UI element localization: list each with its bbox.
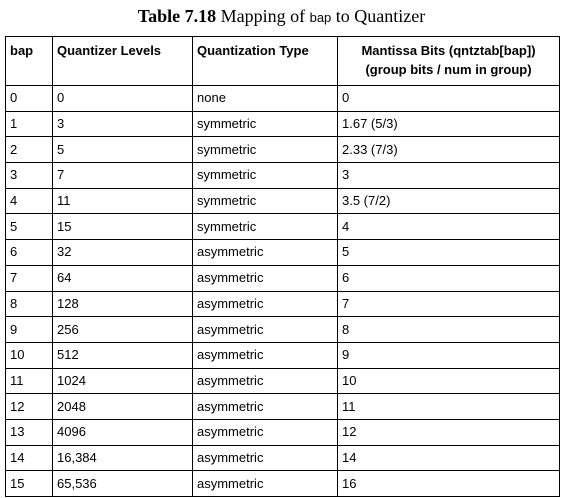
header-quantization-type: Quantization Type (193, 37, 338, 86)
quantizer-levels-cell: 11 (53, 188, 193, 214)
bap-cell: 12 (6, 394, 53, 420)
header-quantizer-levels: Quantizer Levels (53, 37, 193, 86)
quantization-type-cell: asymmetric (193, 342, 338, 368)
table-number: Table 7.18 (137, 6, 217, 26)
table-row (6, 291, 560, 317)
mantissa-bits-cell: 14 (338, 445, 560, 471)
mantissa-bits-cell: 7 (338, 291, 560, 317)
bap-cell: 13 (6, 419, 53, 445)
mantissa-bits-cell: 10 (338, 368, 560, 394)
header-row (6, 37, 560, 86)
quantizer-levels-cell: 7 (53, 163, 193, 189)
quantization-type-cell: asymmetric (193, 240, 338, 266)
bap-cell: 3 (6, 163, 53, 189)
quantizer-levels-cell: 16,384 (53, 445, 193, 471)
bap-cell: 11 (6, 368, 53, 394)
quantization-type-cell: asymmetric (193, 317, 338, 343)
quantizer-levels-cell: 2048 (53, 394, 193, 420)
bap-cell: 15 (6, 471, 53, 497)
table-body (6, 86, 560, 497)
mantissa-bits-cell: 5 (338, 240, 560, 266)
bap-cell: 2 (6, 137, 53, 163)
table-row (6, 445, 560, 471)
table-row (6, 137, 560, 163)
quantization-type-cell: asymmetric (193, 394, 338, 420)
quantizer-levels-cell: 3 (53, 111, 193, 137)
mantissa-bits-cell: 2.33 (7/3) (338, 137, 560, 163)
quantizer-levels-cell: 32 (53, 240, 193, 266)
mantissa-bits-cell: 1.67 (5/3) (338, 111, 560, 137)
mantissa-bits-cell: 8 (338, 317, 560, 343)
quantizer-levels-cell: 0 (53, 86, 193, 112)
quantizer-levels-cell: 65,536 (53, 471, 193, 497)
bap-cell: 6 (6, 240, 53, 266)
table-caption (0, 5, 563, 29)
quantization-type-cell: asymmetric (193, 265, 338, 291)
table-row (6, 188, 560, 214)
table-row (6, 86, 560, 112)
mantissa-bits-cell: 11 (338, 394, 560, 420)
quantizer-levels-cell: 64 (53, 265, 193, 291)
quantization-type-cell: symmetric (193, 137, 338, 163)
quantizer-levels-cell: 128 (53, 291, 193, 317)
mantissa-bits-cell: 4 (338, 214, 560, 240)
quantization-type-cell: symmetric (193, 188, 338, 214)
caption-text-after: to Quantizer (331, 6, 426, 26)
table-row (6, 394, 560, 420)
table-row (6, 214, 560, 240)
quantization-type-cell: asymmetric (193, 368, 338, 394)
header-mantissa-bits-line1: Mantissa Bits (qntztab[bap]) (361, 43, 536, 58)
mantissa-bits-cell: 3 (338, 163, 560, 189)
mantissa-bits-cell: 16 (338, 471, 560, 497)
bap-cell: 7 (6, 265, 53, 291)
table-row (6, 471, 560, 497)
quantizer-levels-cell: 1024 (53, 368, 193, 394)
mantissa-bits-cell: 3.5 (7/2) (338, 188, 560, 214)
mantissa-bits-cell: 0 (338, 86, 560, 112)
table-row (6, 240, 560, 266)
quantization-type-cell: asymmetric (193, 291, 338, 317)
quantization-type-cell: asymmetric (193, 419, 338, 445)
caption-code-word: bap (309, 10, 332, 25)
quantizer-levels-cell: 256 (53, 317, 193, 343)
bap-cell: 0 (6, 86, 53, 112)
quantization-type-cell: symmetric (193, 163, 338, 189)
mantissa-bits-cell: 9 (338, 342, 560, 368)
bap-cell: 8 (6, 291, 53, 317)
quantization-type-cell: symmetric (193, 214, 338, 240)
quantizer-levels-cell: 4096 (53, 419, 193, 445)
table-row (6, 163, 560, 189)
mantissa-bits-cell: 12 (338, 419, 560, 445)
bap-cell: 9 (6, 317, 53, 343)
mantissa-bits-cell: 6 (338, 265, 560, 291)
quantization-type-cell: asymmetric (193, 471, 338, 497)
quantizer-table (5, 36, 560, 497)
bap-cell: 5 (6, 214, 53, 240)
quantization-type-cell: symmetric (193, 111, 338, 137)
header-mantissa-bits-line2: (group bits / num in group) (365, 62, 532, 77)
table-row (6, 265, 560, 291)
bap-cell: 4 (6, 188, 53, 214)
caption-text-before: Mapping of (216, 6, 310, 26)
quantization-type-cell: asymmetric (193, 445, 338, 471)
quantizer-levels-cell: 15 (53, 214, 193, 240)
header-mantissa-bits (338, 37, 560, 86)
header-bap: bap (6, 37, 53, 86)
table-row (6, 317, 560, 343)
quantization-type-cell: none (193, 86, 338, 112)
bap-cell: 10 (6, 342, 53, 368)
table-row (6, 368, 560, 394)
bap-cell: 1 (6, 111, 53, 137)
table-row (6, 419, 560, 445)
bap-cell: 14 (6, 445, 53, 471)
table-row (6, 342, 560, 368)
quantizer-levels-cell: 5 (53, 137, 193, 163)
quantizer-levels-cell: 512 (53, 342, 193, 368)
table-row (6, 111, 560, 137)
